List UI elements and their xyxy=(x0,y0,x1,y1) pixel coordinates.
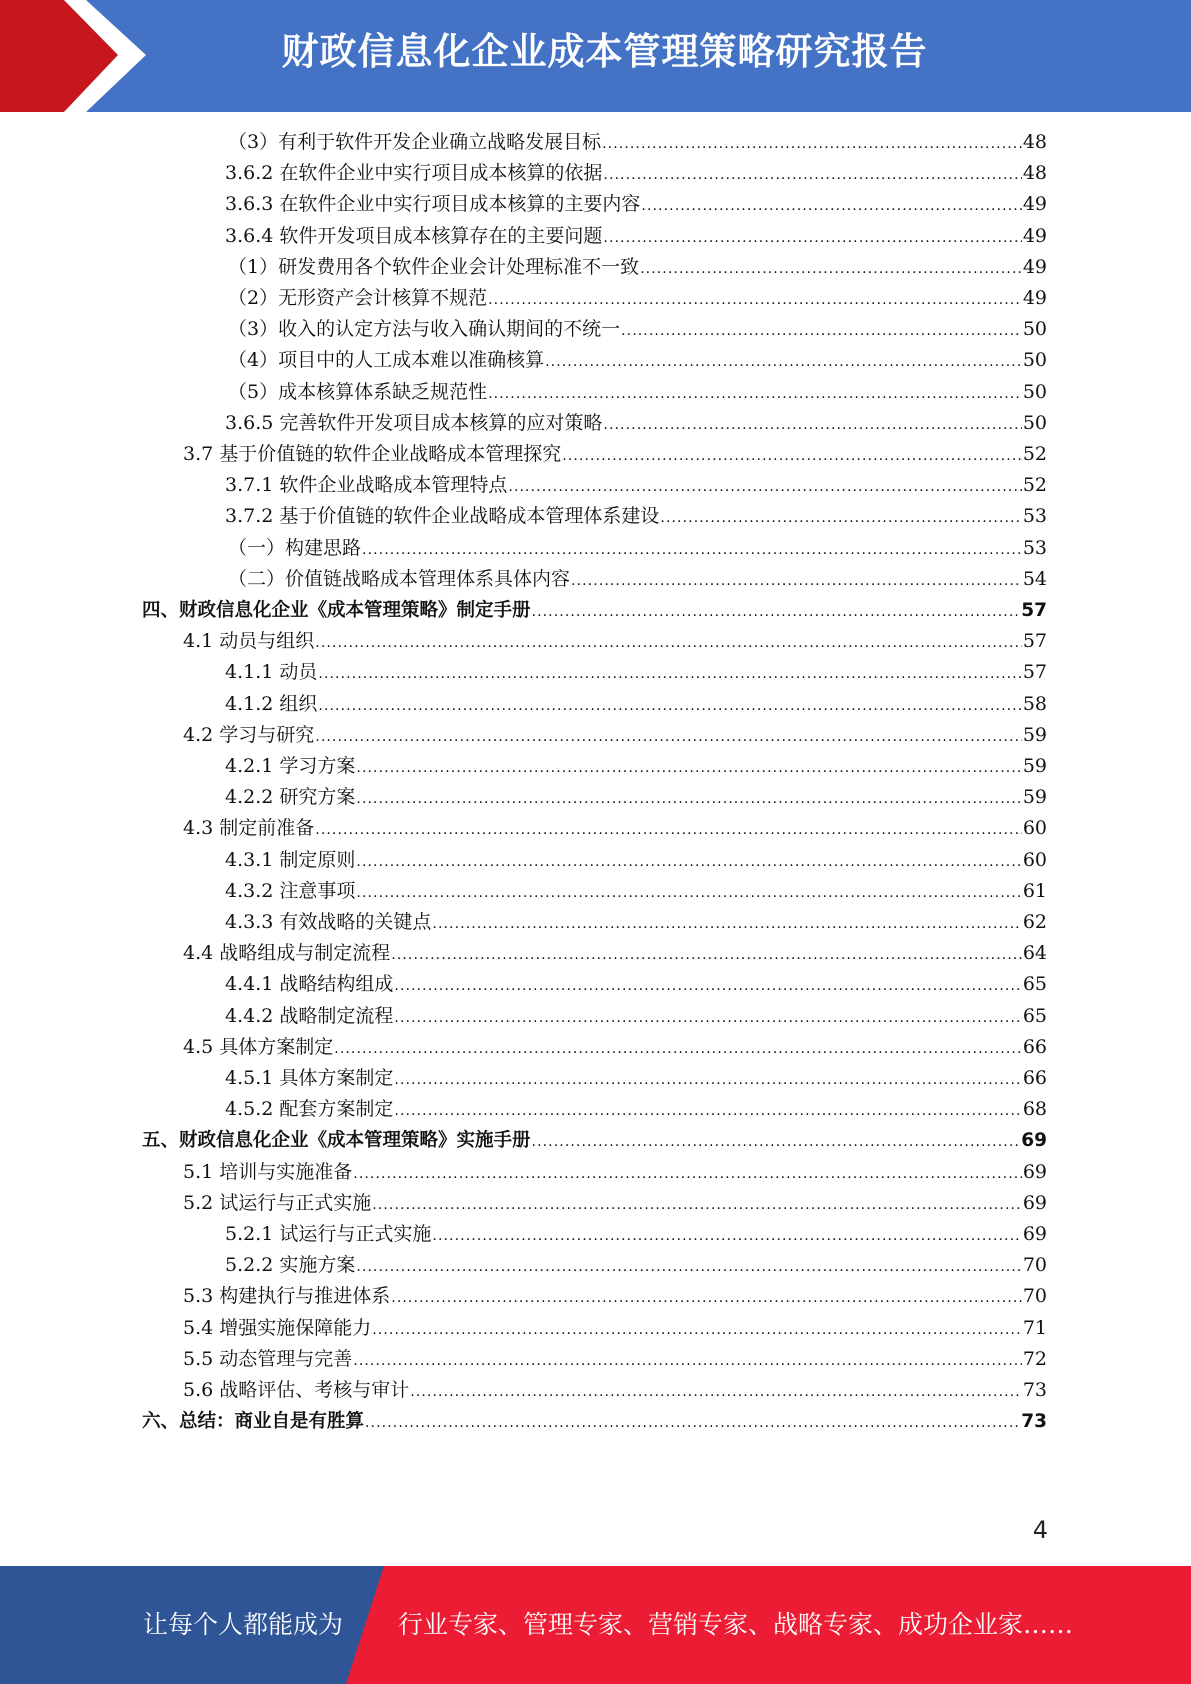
toc-dot-leader xyxy=(394,1001,1021,1032)
toc-dot-leader xyxy=(356,1250,1021,1281)
toc-entry-title: （3）有利于软件开发企业确立战略发展目标 xyxy=(228,131,602,153)
toc-dot-leader xyxy=(372,1313,1022,1344)
toc-entry-page: 66 xyxy=(1022,1035,1047,1058)
toc-entry-page: 66 xyxy=(1022,1067,1047,1089)
toc-entry-title: 4.1.2 组织 xyxy=(225,692,318,715)
toc-dot-leader xyxy=(334,1032,1022,1063)
toc-entry-title: 3.6.5 完善软件开发项目成本核算的应对策略 xyxy=(225,411,603,434)
toc-entry-title: 4.3.1 制定原则 xyxy=(225,848,356,871)
toc-entry-page: 62 xyxy=(1022,911,1047,933)
toc-dot-leader xyxy=(318,689,1021,720)
toc-entry[interactable] xyxy=(142,1125,1047,1156)
toc-entry-page: 50 xyxy=(1022,318,1047,341)
toc-entry-title: （一）构建思路 xyxy=(228,536,362,559)
toc-dot-leader xyxy=(356,782,1021,813)
toc-entry[interactable] xyxy=(225,845,1047,876)
toc-entry[interactable] xyxy=(183,938,1047,969)
toc-dot-leader xyxy=(315,720,1022,751)
toc-entry-title: 4.2 学习与研究 xyxy=(183,723,315,746)
toc-dot-leader xyxy=(410,1375,1022,1406)
toc-entry-title: 3.6.2 在软件企业中实行项目成本核算的依据 xyxy=(225,162,603,185)
toc-entry-page: 57 xyxy=(1021,600,1047,621)
toc-entry-page: 68 xyxy=(1022,1098,1047,1121)
toc-entry[interactable] xyxy=(225,470,1047,501)
toc-entry[interactable] xyxy=(225,189,1047,220)
toc-entry-title: 4.3.2 注意事项 xyxy=(225,879,356,902)
toc-entry[interactable] xyxy=(142,1406,1047,1437)
toc-entry-page: 71 xyxy=(1022,1316,1047,1339)
toc-entry[interactable] xyxy=(183,1375,1047,1406)
toc-entry-title: 四、财政信息化企业《成本管理策略》制定手册 xyxy=(142,600,531,621)
toc-entry[interactable] xyxy=(183,1313,1047,1344)
toc-dot-leader xyxy=(362,533,1022,564)
toc-entry[interactable] xyxy=(225,1001,1047,1032)
toc-entry-page: 69 xyxy=(1022,1191,1047,1214)
toc-entry[interactable] xyxy=(142,595,1047,626)
toc-dot-leader xyxy=(603,408,1021,439)
toc-entry-title: 5.1 培训与实施准备 xyxy=(183,1160,353,1183)
toc-entry-page: 52 xyxy=(1022,443,1047,465)
toc-dot-leader xyxy=(532,1125,1021,1156)
toc-entry[interactable] xyxy=(225,876,1047,907)
toc-dot-leader xyxy=(571,564,1022,595)
toc-entry-title: 5.5 动态管理与完善 xyxy=(183,1347,353,1370)
toc-entry-title: 5.2.2 实施方案 xyxy=(225,1254,356,1277)
toc-entry-title: （5）成本核算体系缺乏规范性 xyxy=(228,380,488,403)
toc-entry-title: 3.7 基于价值链的软件企业战略成本管理探究 xyxy=(183,443,562,465)
toc-entry-title: 4.5 具体方案制定 xyxy=(183,1035,334,1058)
toc-entry-page: 58 xyxy=(1022,692,1047,715)
toc-dot-leader xyxy=(562,439,1022,470)
toc-entry-page: 59 xyxy=(1022,723,1047,746)
toc-entry[interactable] xyxy=(183,1188,1047,1219)
toc-entry-page: 69 xyxy=(1021,1130,1047,1152)
toc-entry-page: 57 xyxy=(1022,630,1047,653)
toc-entry[interactable] xyxy=(225,1063,1047,1094)
toc-dot-leader xyxy=(603,221,1021,252)
toc-entry-title: 4.4.1 战略结构组成 xyxy=(225,973,394,996)
page-number: 4 xyxy=(1032,1516,1048,1544)
toc-entry-page: 73 xyxy=(1022,1379,1047,1401)
toc-entry-page: 59 xyxy=(1022,755,1047,777)
toc-entry-title: 5.2.1 试运行与正式实施 xyxy=(225,1223,432,1245)
toc-entry-page: 69 xyxy=(1022,1223,1047,1245)
toc-entry-title: （4）项目中的人工成本难以准确核算 xyxy=(228,349,545,372)
toc-entry-title: （二）价值链战略成本管理体系具体内容 xyxy=(228,567,571,590)
toc-entry-title: 3.7.1 软件企业战略成本管理特点 xyxy=(225,474,508,497)
toc-entry-title: 4.3.3 有效战略的关键点 xyxy=(225,911,432,933)
toc-entry-title: 5.3 构建执行与推进体系 xyxy=(183,1285,391,1308)
toc-entry-page: 53 xyxy=(1022,505,1047,528)
toc-dot-leader xyxy=(391,938,1022,969)
toc-entry[interactable] xyxy=(183,720,1047,751)
toc-entry-page: 69 xyxy=(1022,1160,1047,1183)
toc-entry-title: 4.1.1 动员 xyxy=(225,661,318,684)
toc-entry[interactable] xyxy=(225,408,1047,439)
toc-entry-title: 4.5.1 具体方案制定 xyxy=(225,1067,394,1089)
toc-entry[interactable] xyxy=(225,689,1047,720)
toc-entry-title: 4.4 战略组成与制定流程 xyxy=(183,942,391,965)
toc-entry[interactable] xyxy=(228,314,1047,345)
toc-dot-leader xyxy=(356,845,1021,876)
toc-entry[interactable] xyxy=(225,158,1047,189)
toc-entry-page: 48 xyxy=(1022,131,1047,153)
toc-entry-title: 4.1 动员与组织 xyxy=(183,630,315,653)
toc-entry-page: 49 xyxy=(1022,224,1047,247)
footer-slogan-right: 行业专家、管理专家、营销专家、战略专家、成功企业家…… xyxy=(398,1610,1074,1639)
toc-entry-page: 65 xyxy=(1022,973,1047,996)
toc-dot-leader xyxy=(372,1188,1022,1219)
toc-entry[interactable] xyxy=(225,221,1047,252)
toc-entry-page: 50 xyxy=(1022,349,1047,372)
toc-entry[interactable] xyxy=(228,533,1047,564)
footer-slogan-left: 让每个人都能成为 xyxy=(143,1610,344,1639)
toc-entry[interactable] xyxy=(225,1219,1047,1250)
toc-entry[interactable] xyxy=(183,1344,1047,1375)
toc-dot-leader xyxy=(353,1157,1022,1188)
toc-entry[interactable] xyxy=(228,127,1047,158)
toc-dot-leader xyxy=(545,345,1022,376)
toc-dot-leader xyxy=(432,907,1021,938)
toc-dot-leader xyxy=(640,252,1022,283)
page-footer xyxy=(0,1566,1191,1684)
toc-dot-leader xyxy=(356,876,1021,907)
toc-entry[interactable] xyxy=(183,439,1047,470)
toc-entry[interactable] xyxy=(228,564,1047,595)
toc-entry-page: 60 xyxy=(1022,817,1047,840)
toc-dot-leader xyxy=(532,595,1021,626)
toc-entry-title: （3）收入的认定方法与收入确认期间的不统一 xyxy=(228,318,621,341)
toc-entry-title: 5.6 战略评估、考核与审计 xyxy=(183,1379,410,1401)
toc-entry-title: 4.2.1 学习方案 xyxy=(225,755,356,777)
toc-entry[interactable] xyxy=(225,501,1047,532)
toc-entry-page: 49 xyxy=(1022,255,1047,278)
toc-dot-leader xyxy=(602,127,1022,158)
toc-entry-page: 70 xyxy=(1022,1254,1047,1277)
toc-entry[interactable] xyxy=(183,1281,1047,1312)
toc-entry-page: 57 xyxy=(1022,661,1047,684)
toc-entry-page: 70 xyxy=(1022,1285,1047,1308)
toc-entry-page: 49 xyxy=(1022,287,1047,309)
toc-entry[interactable] xyxy=(183,813,1047,844)
toc-entry[interactable] xyxy=(225,751,1047,782)
toc-entry-page: 60 xyxy=(1022,848,1047,871)
toc-entry-title: 4.3 制定前准备 xyxy=(183,817,315,840)
toc-entry-page: 64 xyxy=(1022,942,1047,965)
toc-entry[interactable] xyxy=(225,1094,1047,1125)
toc-entry[interactable] xyxy=(228,345,1047,376)
toc-dot-leader xyxy=(318,657,1021,688)
toc-dot-leader xyxy=(660,501,1021,532)
report-title: 财政信息化企业成本管理策略研究报告 xyxy=(281,30,928,73)
toc-dot-leader xyxy=(394,1094,1021,1125)
toc-entry-page: 73 xyxy=(1021,1411,1047,1433)
toc-dot-leader xyxy=(356,751,1021,782)
toc-entry-title: 3.6.4 软件开发项目成本核算存在的主要问题 xyxy=(225,224,603,247)
toc-entry-title: 5.2 试运行与正式实施 xyxy=(183,1191,372,1214)
toc-dot-leader xyxy=(488,377,1022,408)
toc-entry[interactable] xyxy=(183,1032,1047,1063)
toc-entry-page: 59 xyxy=(1022,786,1047,809)
toc-dot-leader xyxy=(641,189,1021,220)
toc-entry-title: （2）无形资产会计核算不规范 xyxy=(228,287,488,309)
toc-dot-leader xyxy=(488,283,1022,314)
toc-entry-title: 六、总结：商业自是有胜算 xyxy=(142,1411,365,1433)
toc-dot-leader xyxy=(394,1063,1021,1094)
toc-entry-title: 3.7.2 基于价值链的软件企业战略成本管理体系建设 xyxy=(225,505,660,528)
toc-entry-page: 72 xyxy=(1022,1347,1047,1370)
toc-entry[interactable] xyxy=(225,782,1047,813)
toc-entry[interactable] xyxy=(225,969,1047,1000)
toc-entry-page: 65 xyxy=(1022,1004,1047,1027)
toc-entry-title: 五、财政信息化企业《成本管理策略》实施手册 xyxy=(142,1130,531,1152)
toc-dot-leader xyxy=(432,1219,1021,1250)
toc-entry[interactable] xyxy=(228,283,1047,314)
toc-entry-page: 48 xyxy=(1022,162,1047,185)
toc-entry-page: 50 xyxy=(1022,380,1047,403)
toc-entry-page: 53 xyxy=(1022,536,1047,559)
toc-dot-leader xyxy=(621,314,1022,345)
toc-entry[interactable] xyxy=(228,252,1047,283)
page-header xyxy=(0,0,1191,112)
toc-entry[interactable] xyxy=(183,1157,1047,1188)
toc-dot-leader xyxy=(394,969,1021,1000)
toc-entry-title: 4.5.2 配套方案制定 xyxy=(225,1098,394,1121)
toc-entry-title: 5.4 增强实施保障能力 xyxy=(183,1316,372,1339)
toc-dot-leader xyxy=(603,158,1021,189)
toc-entry-page: 61 xyxy=(1022,879,1047,902)
toc-entry-page: 49 xyxy=(1022,193,1047,216)
toc-dot-leader xyxy=(353,1344,1022,1375)
toc-entry[interactable] xyxy=(183,626,1047,657)
toc-dot-leader xyxy=(391,1281,1022,1312)
toc-dot-leader xyxy=(365,1406,1020,1437)
toc-entry[interactable] xyxy=(225,907,1047,938)
toc-entry-title: 4.2.2 研究方案 xyxy=(225,786,356,809)
toc-entry-title: 4.4.2 战略制定流程 xyxy=(225,1004,394,1027)
toc-dot-leader xyxy=(508,470,1021,501)
toc-entry-page: 52 xyxy=(1022,474,1047,497)
toc-entry-page: 54 xyxy=(1022,567,1047,590)
toc-entry[interactable] xyxy=(228,377,1047,408)
toc-entry-page: 50 xyxy=(1022,411,1047,434)
toc-entry-title: 3.6.3 在软件企业中实行项目成本核算的主要内容 xyxy=(225,193,641,216)
toc-dot-leader xyxy=(315,626,1022,657)
toc-entry-title: （1）研发费用各个软件企业会计处理标准不一致 xyxy=(228,255,640,278)
toc-entry[interactable] xyxy=(225,1250,1047,1281)
toc-dot-leader xyxy=(315,813,1022,844)
toc-entry[interactable] xyxy=(225,657,1047,688)
